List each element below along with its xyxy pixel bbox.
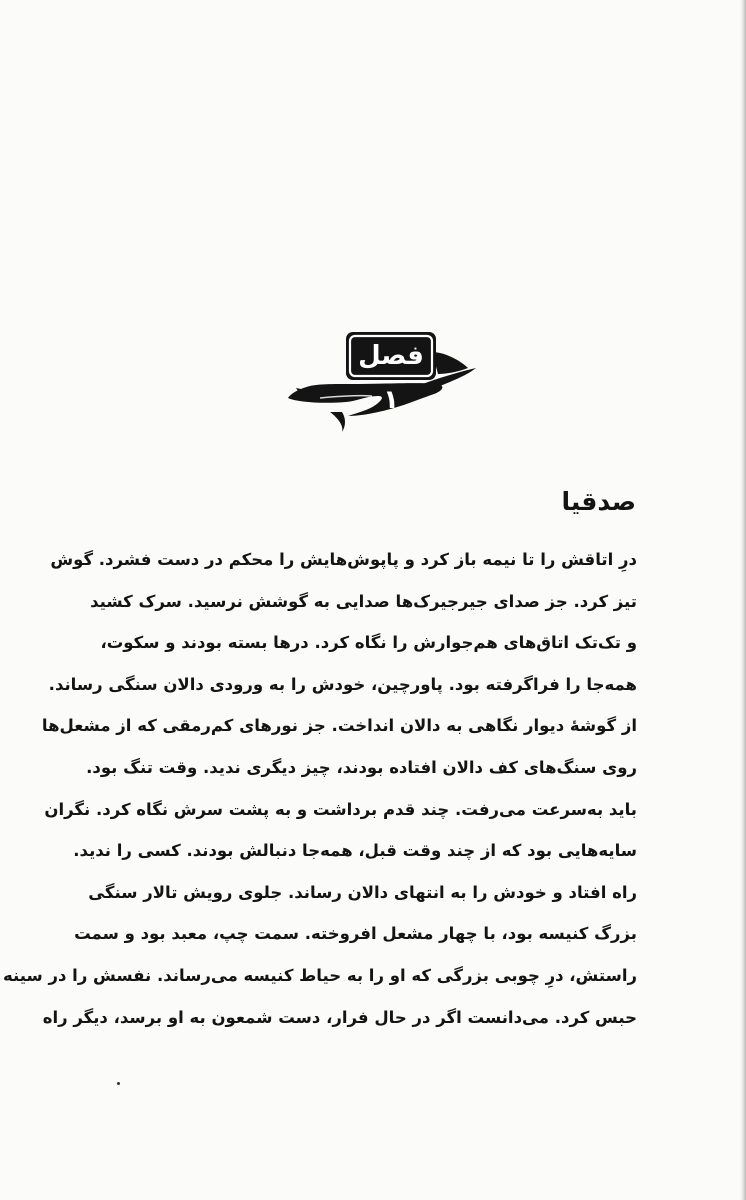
text-line: راستش، درِ چوبی بزرگی که او را به حیاط کنیسه می‌رساند. نفسش را در سینه: [3, 965, 637, 985]
text-line: همه‌جا را فراگرفته بود. پاورچین، خودش را به ورودی دالان سنگی رساند.: [48, 674, 637, 694]
chapter-label: فصل ۱: [358, 341, 424, 415]
text-line: و تک‌تک اتاق‌های هم‌جوارش را نگاه کرد. درها بسته بودند و سکوت،: [100, 633, 637, 653]
body-text: [3, 539, 637, 1038]
text-line: سایه‌هایی بود که از چند وقت قبل، همه‌جا دنبالش بودند. کسی را ندید.: [73, 841, 637, 861]
chapter-emblem: [262, 322, 484, 434]
text-line: تیز کرد. جز صدای جیرجیرک‌ها صدایی به گوشش نرسید. سرک کشید: [90, 591, 637, 611]
text-line: روی سنگ‌های کف دالان افتاده بودند، چیز دیگری ندید. وقت تنگ بود.: [86, 757, 637, 777]
page-edge: [740, 0, 746, 1200]
text-line: راه افتاد و خودش را به انتهای دالان رساند. جلوی رویش تالار سنگی: [88, 882, 637, 902]
text-line: از گوشهٔ دیوار نگاهی به دالان انداخت. جز نورهای کم‌رمقی که از مشعل‌ها: [41, 716, 637, 736]
text-line: بزرگ کنیسه بود، با چهار مشعل افروخته. سمت چپ، معبد بود و سمت: [74, 924, 637, 944]
text-line: درِ اتاقش را تا نیمه باز کرد و پاپوش‌هایش را محکم در دست فشرد. گوش: [50, 550, 637, 569]
text-line: باید به‌سرعت می‌رفت. چند قدم برداشت و به پشت سرش نگاه کرد. نگران: [44, 799, 637, 819]
text-line: حبس کرد. می‌دانست اگر در حال فرار، دست شمعون به او برسد، دیگر راه: [42, 1007, 637, 1027]
section-title: صدقیا: [561, 487, 636, 516]
ink-speck: [117, 1082, 120, 1085]
